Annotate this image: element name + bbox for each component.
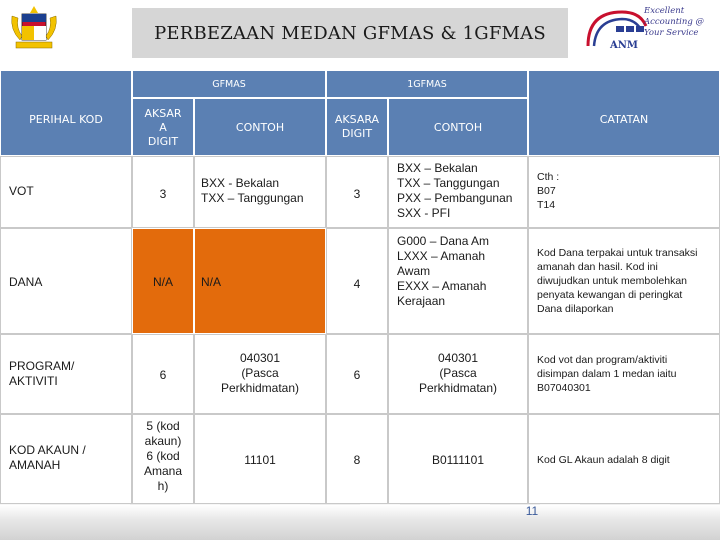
column-header-contoh-gfmas: CONTOH (194, 98, 326, 156)
table-row-dana-perihal: DANA (0, 228, 132, 334)
table-row-program-perihal: PROGRAM/ AKTIVITI (0, 334, 132, 414)
table-row-dana-catatan: Kod Dana terpakai untuk transaksi amanah dan hasil. Kod ini diwujudkan untuk membolehkan penyata kewangan di peringkat Dana dilaporkan (528, 228, 720, 334)
table-row-program-contoh-1gfmas: 040301 (Pasca Perkhidmatan) (388, 334, 528, 414)
malaysia-crest-icon (8, 6, 60, 52)
table-row-vot-catatan: Cth : B07 T14 (528, 156, 720, 228)
table-row-dana-aksara: 4 (326, 228, 388, 334)
column-header-aksar: AKSAR A DIGIT (132, 98, 194, 156)
table-row-vot-contoh-1gfmas: BXX – Bekalan TXX – Tanggungan PXX – Pembangunan SXX - PFI (388, 156, 528, 228)
page-number: 11 (525, 504, 539, 518)
table-row-vot-contoh-gfmas: BXX - Bekalan TXX – Tanggungan (194, 156, 326, 228)
table-row-program-aksar: 6 (132, 334, 194, 414)
table-row-kodakaun-perihal: KOD AKAUN / AMANAH (0, 414, 132, 504)
group-header-gfmas: GFMAS (132, 70, 326, 98)
column-header-catatan: CATATAN (528, 70, 720, 156)
column-header-contoh-1gfmas: CONTOH (388, 98, 528, 156)
column-header-perihal: PERIHAL KOD (0, 70, 132, 156)
table-row-program-catatan: Kod vot dan program/aktiviti disimpan dalam 1 medan iaitu B07040301 (528, 334, 720, 414)
table-row-kodakaun-contoh-gfmas: 11101 (194, 414, 326, 504)
column-header-aksara: AKSARA DIGIT (326, 98, 388, 156)
table-row-vot-perihal: VOT (0, 156, 132, 228)
table-row-vot-aksara: 3 (326, 156, 388, 228)
anm-tagline: Excellent Accounting @ Your Service (644, 6, 704, 38)
group-header-1gfmas: 1GFMAS (326, 70, 528, 98)
page-title: PERBEZAAN MEDAN GFMAS & 1GFMAS (154, 22, 546, 44)
table-row-vot-aksar: 3 (132, 156, 194, 228)
footer-decoration (0, 505, 720, 540)
table-row-kodakaun-aksar: 5 (kod akaun) 6 (kod Amana h) (132, 414, 194, 504)
anm-logo-text: ANM (610, 40, 638, 51)
table-row-program-contoh-gfmas: 040301 (Pasca Perkhidmatan) (194, 334, 326, 414)
table-row-dana-contoh-1gfmas: G000 – Dana Am LXXX – Amanah Awam EXXX – Amanah Kerajaan (388, 228, 528, 334)
title-banner (132, 8, 568, 58)
table-row-kodakaun-catatan: Kod GL Akaun adalah 8 digit (528, 414, 720, 504)
table-row-dana-contoh-gfmas: N/A (194, 228, 326, 334)
table-row-program-aksara: 6 (326, 334, 388, 414)
table-row-dana-aksar: N/A (132, 228, 194, 334)
table-row-kodakaun-contoh-1gfmas: B0111101 (388, 414, 528, 504)
table-row-kodakaun-aksara: 8 (326, 414, 388, 504)
